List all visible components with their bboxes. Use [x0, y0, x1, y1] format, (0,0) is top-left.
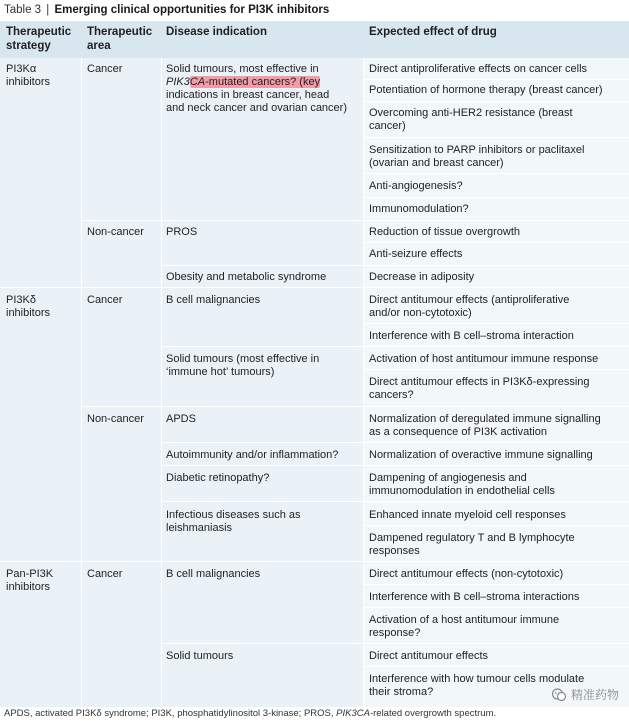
wechat-icon [551, 687, 567, 703]
disease-line: ‘immune hot’ tumours) [166, 366, 275, 378]
table-body [0, 58, 629, 707]
col-separator [161, 58, 162, 707]
disease-line: Solid tumours, most effective in [166, 63, 319, 75]
header-strategy [6, 25, 71, 53]
disease-line: Solid tumours (most effective in [166, 353, 320, 365]
row-divider [364, 173, 629, 174]
effect-item: Enhanced innate myeloid cell responses [369, 509, 566, 521]
effect-line: Direct antitumour effects in PI3Kδ-expressing [369, 376, 590, 388]
effect-item [369, 294, 569, 320]
effect-line: immunomodulation in endothelial cells [369, 485, 555, 497]
watermark [551, 686, 619, 703]
strategy-line: Pan-PI3K [6, 568, 54, 580]
effect-item: Interference with B cell–stroma interaction [369, 330, 574, 342]
effect-item [369, 413, 601, 439]
effect-line: Normalization of deregulated immune signalling [369, 413, 601, 425]
disease-line [166, 76, 347, 89]
header-area-line1: Therapeutic [87, 26, 153, 38]
footnote-tail: -related overgrowth spectrum. [369, 708, 497, 719]
row-divider [161, 265, 629, 266]
effect-line: Direct antitumour effects (antiproliferative [369, 294, 570, 306]
area-non-cancer: Non-cancer [87, 413, 144, 425]
effect-line: cancer) [369, 120, 406, 132]
effect-item: Reduction of tissue overgrowth [369, 226, 521, 238]
disease-diabetic-retinopathy: Diabetic retinopathy? [166, 472, 270, 484]
disease-obesity: Obesity and metabolic syndrome [166, 271, 327, 283]
row-divider [364, 101, 629, 102]
row-divider [364, 197, 629, 198]
highlight-rest: -mutated cancers? (key [205, 76, 321, 88]
header-expected: Expected effect of drug [369, 26, 497, 38]
table-number: Table 3 [4, 4, 42, 16]
strategy-line: inhibitors [6, 581, 51, 593]
row-divider [364, 584, 629, 585]
title-separator: | [46, 4, 50, 16]
highlighted-text [190, 76, 320, 88]
effect-item: Interference with B cell–stroma interactions [369, 591, 580, 603]
row-divider [161, 442, 629, 443]
header-disease: Disease indication [166, 26, 267, 38]
effect-line: Dampened regulatory T and B lymphocyte [369, 532, 575, 544]
row-divider [364, 666, 629, 667]
col-separator [81, 58, 82, 707]
header-strategy-line2: strategy [6, 40, 51, 52]
col-separator [363, 58, 364, 707]
row-divider [364, 323, 629, 324]
table-header-row [0, 21, 629, 58]
effect-item: Anti-seizure effects [369, 248, 463, 260]
effect-line: their stroma? [369, 686, 434, 698]
strategy-pi3k-delta [6, 294, 50, 320]
effect-line: (ovarian and breast cancer) [369, 157, 504, 169]
section-divider [0, 287, 629, 288]
row-divider [364, 607, 629, 608]
effect-line: and/or non-cytotoxic) [369, 307, 472, 319]
row-divider [161, 465, 629, 466]
area-non-cancer: Non-cancer [87, 226, 144, 238]
disease-line: Infectious diseases such as [166, 509, 301, 521]
strategy-pan-pi3k [6, 568, 53, 594]
effect-line: Activation of a host antitumour immune [369, 614, 560, 626]
footnote-gene: PIK3CA [336, 708, 370, 719]
table-title: Emerging clinical opportunities for PI3K inhibitors [54, 4, 330, 16]
row-divider [364, 79, 629, 80]
header-area-line2: area [87, 40, 111, 52]
disease-b-cell: B cell malignancies [166, 294, 261, 306]
effect-line: responses [369, 545, 420, 557]
effect-item [369, 472, 555, 498]
strategy-line: PI3Kα [6, 63, 37, 75]
header-area [87, 25, 152, 53]
gene-name: CA [189, 76, 206, 88]
strategy-line: inhibitors [6, 76, 51, 88]
strategy-line: inhibitors [6, 307, 51, 319]
effect-line: Dampening of angiogenesis and [369, 472, 527, 484]
disease-line: indications in breast cancer, head [166, 89, 330, 101]
section-divider [0, 561, 629, 562]
disease-line: and neck cancer and ovarian cancer) [166, 102, 347, 114]
effect-line: Interference with how tumour cells modulate [369, 673, 585, 685]
row-divider [81, 406, 629, 407]
effect-item: Potentiation of hormone therapy (breast cancer) [369, 84, 603, 96]
effect-item [369, 144, 584, 170]
effect-item: Immunomodulation? [369, 203, 469, 215]
disease-solid-immune-hot [166, 353, 319, 379]
table-footnote [4, 708, 496, 720]
disease-infectious [166, 509, 301, 535]
effect-line: Sensitization to PARP inhibitors or paclitaxel [369, 144, 585, 156]
gene-name: PIK3 [166, 76, 190, 88]
row-divider [364, 525, 629, 526]
disease-autoimmunity: Autoimmunity and/or inflammation? [166, 449, 339, 461]
table-title-bar [0, 0, 629, 20]
row-divider [364, 137, 629, 138]
row-divider [364, 242, 629, 243]
effect-item: Direct antitumour effects (non-cytotoxic) [369, 568, 564, 580]
disease-line: leishmaniasis [166, 522, 233, 534]
effect-line: as a consequence of PI3K activation [369, 426, 547, 438]
disease-solid-tumours: Solid tumours [166, 650, 234, 662]
disease-apds: APDS [166, 413, 196, 425]
effect-item: Direct antitumour effects [369, 650, 489, 662]
effect-item [369, 614, 559, 640]
effect-line: response? [369, 627, 421, 639]
disease-solid-tumours-pik3ca [166, 63, 347, 115]
effect-item: Anti-angiogenesis? [369, 180, 463, 192]
row-divider [161, 346, 629, 347]
disease-pros: PROS [166, 226, 198, 238]
effect-item [369, 376, 590, 402]
effect-item [369, 107, 573, 133]
effect-line: Overcoming anti-HER2 resistance (breast [369, 107, 573, 119]
footnote-text: APDS, activated PI3Kδ syndrome; PI3K, phosphatidylinositol 3-kinase; PROS, [4, 708, 334, 719]
row-divider [161, 643, 629, 644]
area-cancer: Cancer [87, 568, 123, 580]
area-cancer: Cancer [87, 63, 123, 75]
header-strategy-line1: Therapeutic [6, 26, 72, 38]
area-cancer: Cancer [87, 294, 123, 306]
strategy-pi3k-alpha [6, 63, 50, 89]
effect-line: cancers? [369, 389, 414, 401]
effect-item: Activation of host antitumour immune response [369, 353, 599, 365]
watermark-label: 精准药物 [570, 688, 619, 702]
effect-item: Normalization of overactive immune signalling [369, 449, 593, 461]
row-divider [161, 501, 629, 502]
strategy-line: PI3Kδ [6, 294, 36, 306]
effect-item [369, 532, 575, 558]
effect-item: Direct antiproliferative effects on cancer cells [369, 63, 588, 75]
disease-b-cell: B cell malignancies [166, 568, 261, 580]
row-divider [364, 369, 629, 370]
effect-item: Decrease in adiposity [369, 271, 475, 283]
row-divider [81, 220, 629, 221]
